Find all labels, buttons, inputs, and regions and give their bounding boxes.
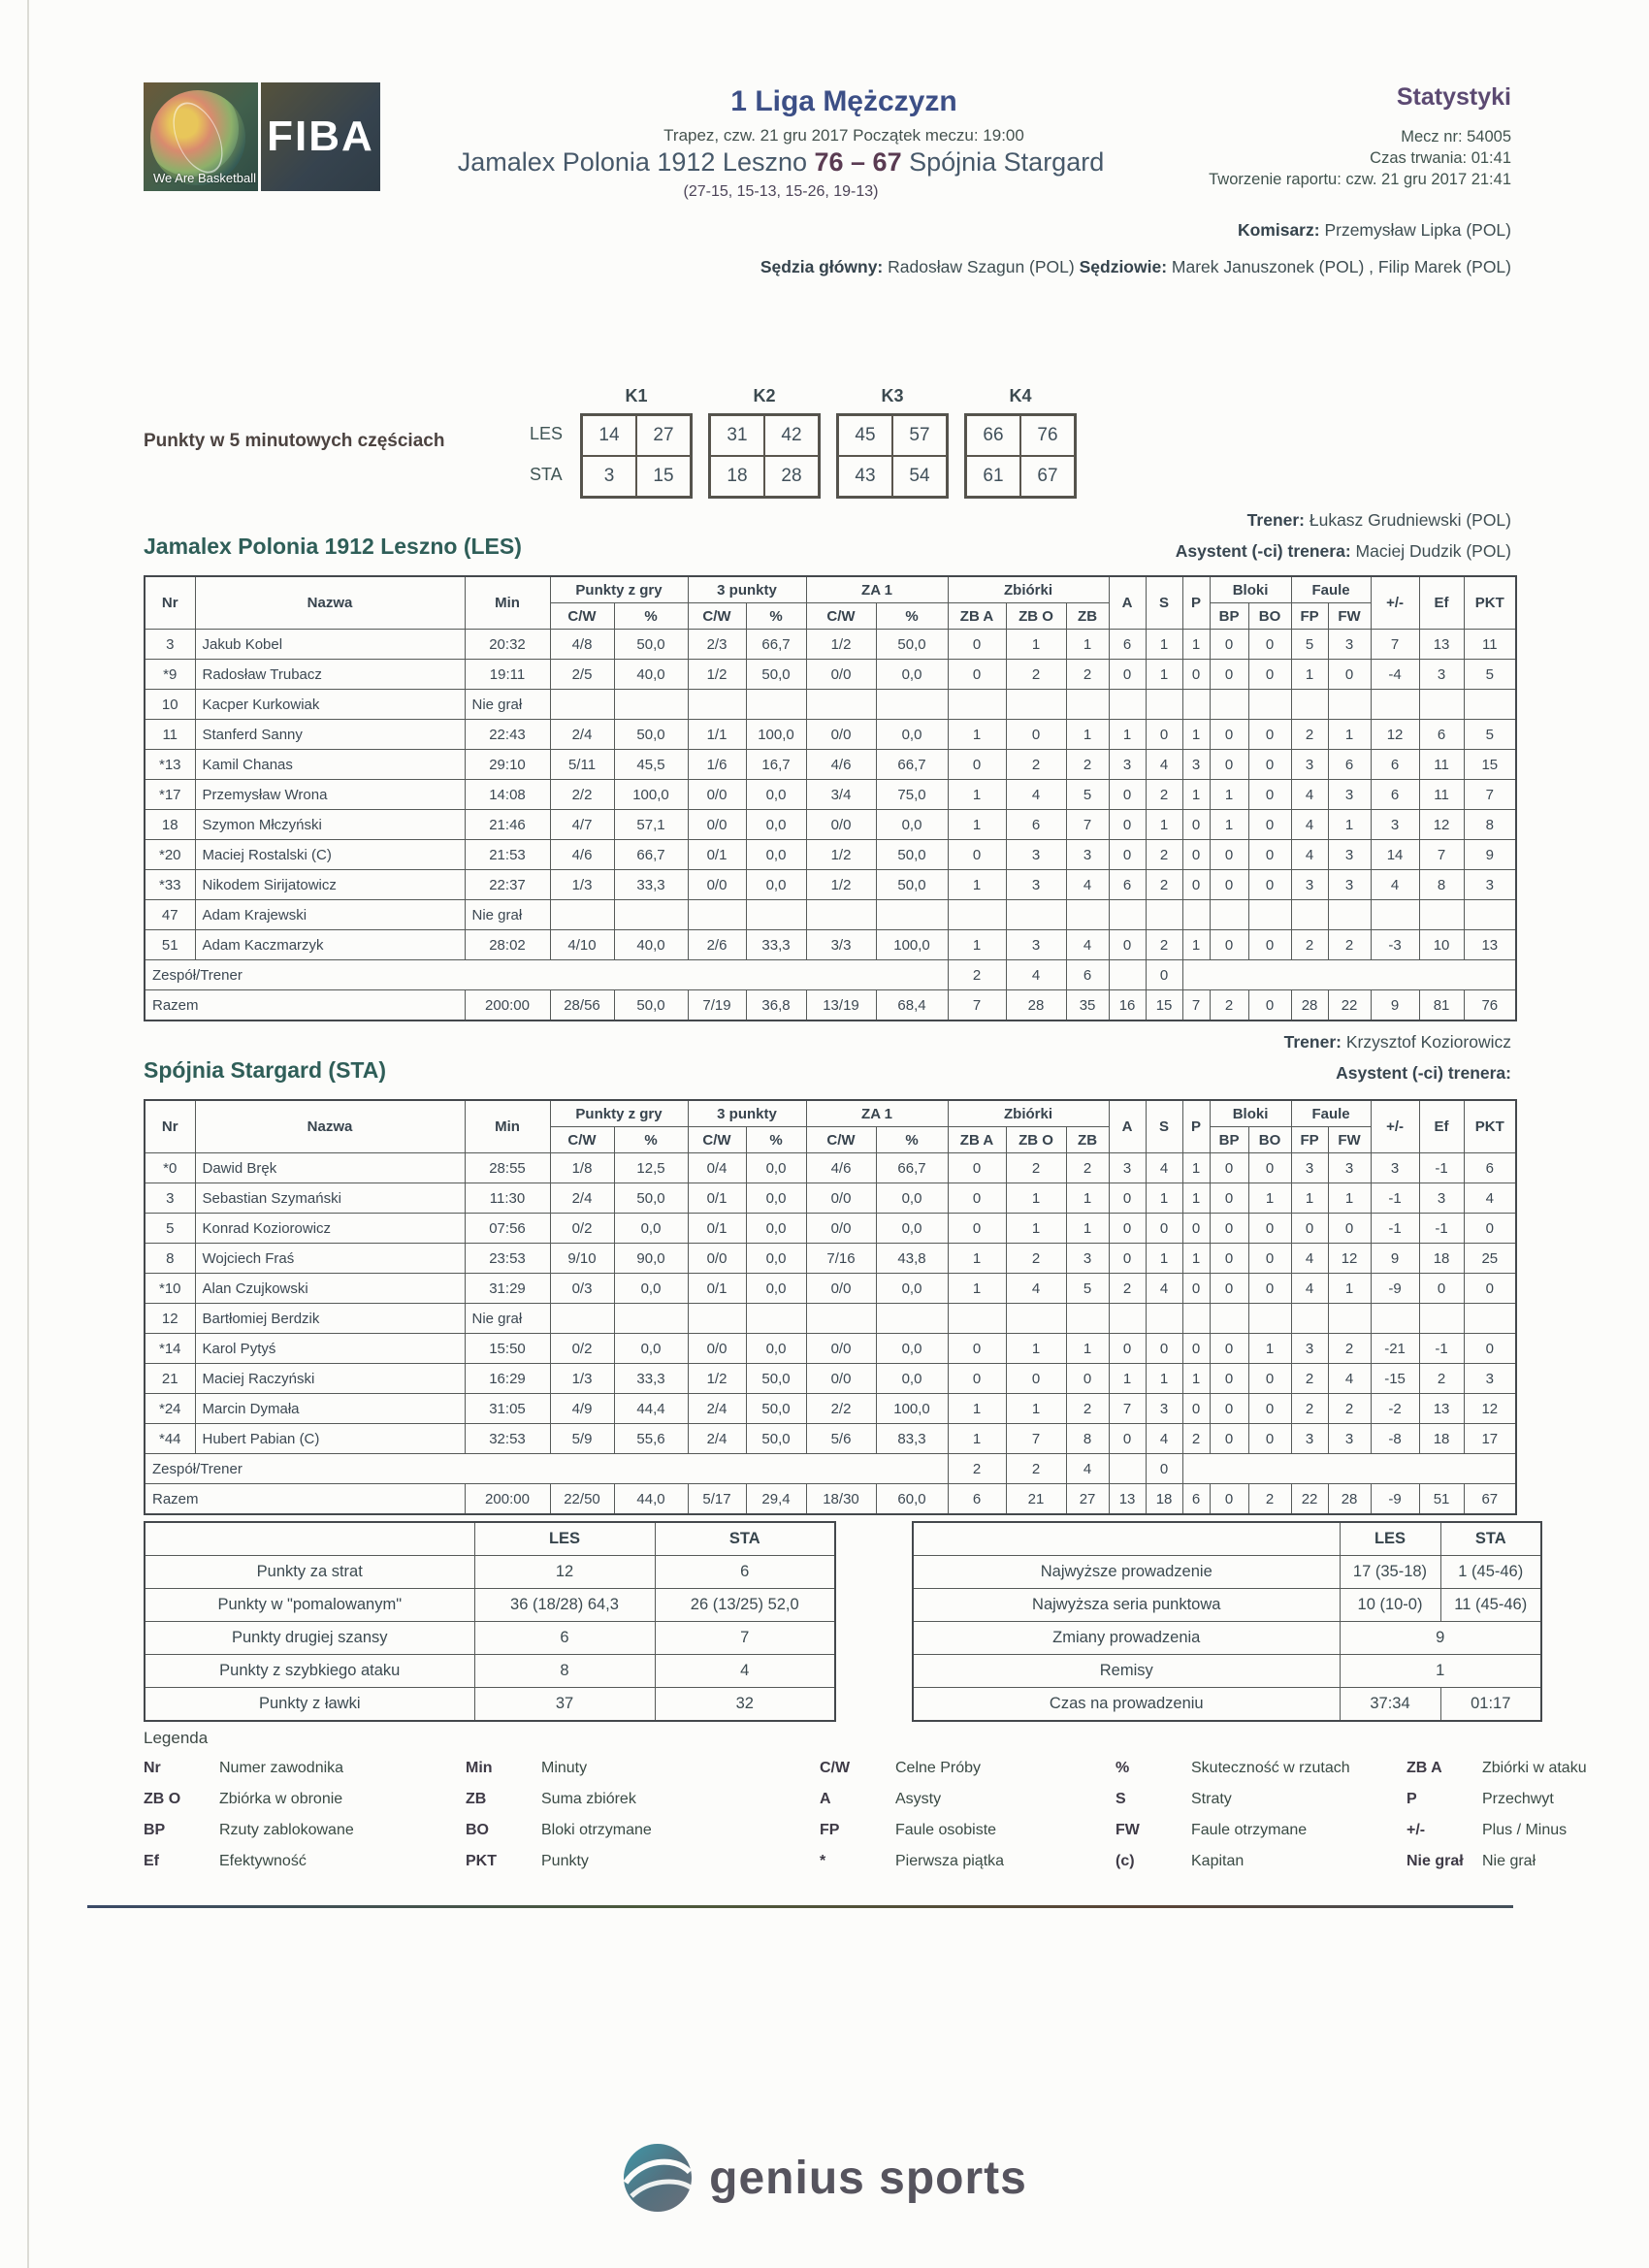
- col-fg: Punkty z gry: [550, 576, 688, 603]
- assistant-label: Asystent (-ci) trenera:: [1336, 1063, 1511, 1083]
- coach-label: Trener:: [1283, 1032, 1342, 1052]
- quarter-score-cell: 43: [838, 456, 892, 497]
- quarter-score-cell: 3: [582, 456, 636, 497]
- table-row: 8 Wojciech Fraś 23:53 9/10 90,0 0/0 0,0 7/16 43,8 1 2 3 0 1 1 0 0 4 12 9 18 25: [145, 1244, 1516, 1274]
- head-referee-name: Radosław Szagun (POL): [883, 257, 1080, 276]
- legend-item: [1406, 1791, 1589, 1808]
- table-row: *20 Maciej Rostalski (C) 21:53 4/6 66,7 0/1 0,0 1/2 50,0 0 3 3 0 2 0 0 0 4 3 14 7 9: [145, 840, 1516, 870]
- table-row: Razem 200:00 22/50 44,0 5/17 29,4 18/30 60,0 6 21 27 13 18 6 0 2 22 28 -9 51 67: [145, 1484, 1516, 1515]
- table-row: Punkty z ławki 37 32: [145, 1688, 835, 1722]
- legend-item: [466, 1853, 820, 1870]
- table-row: 47 Adam Krajewski Nie grał: [145, 900, 1516, 930]
- table-row: *24 Marcin Dymała 31:05 4/9 44,4 2/4 50,0 2/2 100,0 1 1 2 7 3 0 0 0 2 2 -2 13 12: [145, 1394, 1516, 1424]
- leads-summary-table: [912, 1521, 1542, 1722]
- genius-sports-logo-icon: [622, 2142, 694, 2214]
- legend-definition: Bloki otrzymane: [541, 1822, 652, 1838]
- legend-term: Ef: [144, 1853, 159, 1869]
- legend-term: (c): [1116, 1853, 1135, 1869]
- legend-item: [466, 1791, 820, 1808]
- table-row: *14 Karol Pytyś 15:50 0/2 0,0 0/0 0,0 0/0 0,0 0 1 1 0 0 0 0 1 3 2 -21 -1 0: [145, 1334, 1516, 1364]
- les-coach-line: [1176, 504, 1511, 535]
- points-summary-table: [144, 1521, 836, 1722]
- quarter-team-code: LES: [530, 423, 564, 443]
- legend-definition: Suma zbiórek: [541, 1791, 636, 1807]
- commissioner-line: [760, 211, 1511, 248]
- table-row: Najwyższe prowadzenie 17 (35-18) 1 (45-46): [913, 1556, 1541, 1589]
- legend-term: ZB A: [1406, 1760, 1442, 1776]
- legend-term: +/-: [1406, 1822, 1426, 1838]
- quarter-column: [580, 386, 693, 499]
- legend-definition: Nie grał: [1482, 1853, 1536, 1869]
- legend-term: A: [820, 1791, 831, 1807]
- fiba-tagline: We Are Basketball: [153, 171, 256, 185]
- final-score: 76 – 67: [814, 147, 902, 177]
- legend-term: PKT: [466, 1853, 497, 1869]
- quarter-score-cell: 42: [764, 415, 819, 456]
- legend-term: S: [1116, 1791, 1126, 1807]
- legend-term: BP: [144, 1822, 166, 1838]
- referees-names: Marek Januszonek (POL) , Filip Marek (POL): [1167, 257, 1511, 276]
- legend-item: [144, 1760, 466, 1777]
- col-fouls: Faule: [1291, 576, 1371, 603]
- sta-stats-table: [144, 1099, 1517, 1515]
- legend: [144, 1729, 1589, 1870]
- table-row: Zespół/Trener 2 2 4 0: [145, 1454, 1516, 1484]
- commissioner-label: Komisarz:: [1237, 220, 1320, 240]
- legend-term: ZB O: [144, 1791, 181, 1807]
- quarter-team-code: STA: [530, 464, 563, 484]
- quarter-scores: [144, 386, 1077, 499]
- legend-definition: Kapitan: [1191, 1853, 1245, 1869]
- col-p: P: [1182, 576, 1210, 630]
- legend-definition: Celne Próby: [895, 1760, 982, 1776]
- quarter-score-cell: 15: [636, 456, 691, 497]
- legend-item: [144, 1791, 466, 1808]
- table-row: Zespół/Trener 2 4 6 0: [145, 960, 1516, 990]
- table-row: Czas na prowadzeniu 37:34 01:17: [913, 1688, 1541, 1722]
- table-row: 51 Adam Kaczmarzyk 28:02 4/10 40,0 2/6 33,3 3/3 100,0 1 3 4 0 2 1 0 0 2 2 -3 10 13: [145, 930, 1516, 960]
- header-center: [456, 85, 1232, 146]
- table-row: Remisy 1: [913, 1655, 1541, 1688]
- table-row: Punkty za strat 12 6: [145, 1556, 835, 1589]
- legend-term: Min: [466, 1760, 493, 1776]
- quarter-column: [964, 386, 1077, 499]
- coach-name: Krzysztof Koziorowicz: [1341, 1032, 1511, 1052]
- legend-definition: Numer zawodnika: [219, 1760, 344, 1776]
- scan-edge-artifact: [27, 0, 29, 2268]
- legend-term: FP: [820, 1822, 840, 1838]
- table-row: 3 Jakub Kobel 20:32 4/8 50,0 2/3 66,7 1/2 50,0 0 1 1 6 1 1 0 0 5 3 7 13 11: [145, 630, 1516, 660]
- legend-definition: Asysty: [895, 1791, 942, 1807]
- legend-item: [1116, 1791, 1406, 1808]
- quarter-score-cell: 28: [764, 456, 819, 497]
- quarter-label: K4: [1009, 386, 1032, 405]
- legend-item: [144, 1822, 466, 1839]
- quarter-score-cell: 18: [710, 456, 764, 497]
- les-team-title: Jamalex Polonia 1912 Leszno (LES): [144, 534, 522, 559]
- legend-term: ZB: [466, 1791, 487, 1807]
- legend-definition: Punkty: [541, 1853, 589, 1869]
- quarter-score-box: [708, 413, 821, 499]
- table-row: 10 Kacper Kurkowiak Nie grał: [145, 690, 1516, 720]
- commissioner-name: Przemysław Lipka (POL): [1319, 220, 1511, 240]
- legend-term: *: [820, 1853, 826, 1869]
- legend-definition: Faule osobiste: [895, 1822, 997, 1838]
- quarter-label: K1: [625, 386, 648, 405]
- sta-coach-line: [1284, 1026, 1511, 1057]
- col-ft: ZA 1: [806, 576, 948, 603]
- table-row: Punkty drugiej szansy 6 7: [145, 1622, 835, 1655]
- legend-item: [1406, 1822, 1589, 1839]
- quarter-label: K2: [753, 386, 776, 405]
- col-pkt: PKT: [1464, 576, 1516, 630]
- match-score-line: [252, 147, 1310, 201]
- table-row: Punkty z szybkiego ataku 8 4: [145, 1655, 835, 1688]
- legend-item: [1116, 1760, 1406, 1777]
- quarter-score-cell: 14: [582, 415, 636, 456]
- coach-label: Trener:: [1246, 510, 1305, 530]
- legend-term: %: [1116, 1760, 1130, 1776]
- coach-name: Łukasz Grudniewski (POL): [1305, 510, 1511, 530]
- legend-definition: Faule otrzymane: [1191, 1822, 1308, 1838]
- legend-definition: Minuty: [541, 1760, 588, 1776]
- table-row: 12 Bartłomiej Berdzik Nie grał: [145, 1304, 1516, 1334]
- away-team-name: Spójnia Stargard: [901, 147, 1105, 177]
- les-table-header: Nr Nazwa Min Punkty z gry 3 punkty ZA 1 Zbiórki A S P Bloki Faule +/- Ef PKT C/W % C/W % C/W % ZB A ZB O ZB BP BO FP FW: [145, 576, 1516, 630]
- table-row: 3 Sebastian Szymański 11:30 2/4 50,0 0/1 0,0 0/0 0,0 0 1 1 0 1 1 0 1 1 1 -1 3 4: [145, 1183, 1516, 1214]
- legend-term: BO: [466, 1822, 489, 1838]
- quarter-score-cell: 27: [636, 415, 691, 456]
- table-row: Razem 200:00 28/56 50,0 7/19 36,8 13/19 68,4 7 28 35 16 15 7 2 0 28 22 9 81 76: [145, 990, 1516, 1021]
- table-row: Zmiany prowadzenia 9: [913, 1622, 1541, 1655]
- table-row: *9 Radosław Trubacz 19:11 2/5 40,0 1/2 50,0 0/0 0,0 0 2 2 0 1 0 0 0 1 0 -4 3 5: [145, 660, 1516, 690]
- legend-item: [1406, 1853, 1589, 1870]
- sta-coach-block: [1284, 1026, 1511, 1088]
- legend-item: [466, 1822, 820, 1839]
- legend-definition: Straty: [1191, 1791, 1232, 1807]
- col-a: A: [1109, 576, 1146, 630]
- table-row: *13 Kamil Chanas 29:10 5/11 45,5 1/6 16,7 4/6 66,7 0 2 2 3 4 3 0 0 3 6 6 11 15: [145, 750, 1516, 780]
- league-title: 1 Liga Mężczyzn: [730, 85, 957, 117]
- quarter-score-cell: 76: [1020, 415, 1075, 456]
- col-blocks: Bloki: [1210, 576, 1291, 603]
- venue-date-line: Trapez, czw. 21 gru 2017 Początek meczu: 19:00: [663, 126, 1024, 145]
- col-s: S: [1146, 576, 1182, 630]
- legend-title: Legenda: [144, 1729, 209, 1747]
- points-summary-body: [145, 1522, 835, 1721]
- col-plusminus: +/-: [1371, 576, 1419, 630]
- legend-item: [1116, 1822, 1406, 1839]
- legend-term: C/W: [820, 1760, 851, 1776]
- report-created: Tworzenie raportu: czw. 21 gru 2017 21:41: [1209, 171, 1511, 188]
- sta-table-header: Nr Nazwa Min Punkty z gry 3 punkty ZA 1 Zbiórki A S P Bloki Faule +/- Ef PKT C/W % C/W % C/W % ZB A ZB O ZB BP BO FP FW: [145, 1100, 1516, 1153]
- home-team-name: Jamalex Polonia 1912 Leszno: [457, 147, 815, 177]
- col-3p: 3 punkty: [688, 576, 806, 603]
- table-row: 21 Maciej Raczyński 16:29 1/3 33,3 1/2 50,0 0/0 0,0 0 0 0 1 1 1 0 0 2 4 -15 2 3: [145, 1364, 1516, 1394]
- quarter-score-boxes: [580, 386, 1077, 499]
- quarter-score-box: [580, 413, 693, 499]
- legend-term: P: [1406, 1791, 1417, 1807]
- table-row: *10 Alan Czujkowski 31:29 0/3 0,0 0/1 0,0 0/0 0,0 1 4 5 2 4 0 0 0 4 1 -9 0 0: [145, 1274, 1516, 1304]
- quarter-score-box: [836, 413, 949, 499]
- sta-table-body: [145, 1153, 1516, 1515]
- table-row: Najwyższa seria punktowa 10 (10-0) 11 (45-46): [913, 1589, 1541, 1622]
- quarter-score-cell: 66: [966, 415, 1020, 456]
- col-nazwa: Nazwa: [195, 576, 465, 630]
- quarter-column: [708, 386, 821, 499]
- quarter-column: [836, 386, 949, 499]
- legend-term: Nie grał: [1406, 1853, 1464, 1869]
- legend-item: [144, 1853, 466, 1870]
- table-row: *44 Hubert Pabian (C) 32:53 5/9 55,6 2/4 50,0 5/6 83,3 1 7 8 0 4 2 0 0 3 3 -8 18 17: [145, 1424, 1516, 1454]
- legend-term: FW: [1116, 1822, 1140, 1838]
- legend-definition: Przechwyt: [1482, 1791, 1554, 1807]
- table-row: *33 Nikodem Sirijatowicz 22:37 1/3 33,3 0/0 0,0 1/2 50,0 1 3 4 6 2 0 0 0 3 3 4 8 3: [145, 870, 1516, 900]
- referees-line: [760, 248, 1511, 285]
- head-referee-label: Sędzia główny:: [760, 257, 884, 276]
- brand-name: genius sports: [709, 2152, 1027, 2204]
- legend-term: Nr: [144, 1760, 161, 1776]
- les-table-body: [145, 630, 1516, 1021]
- leads-summary-body: [913, 1522, 1541, 1721]
- quarter-score-box: [964, 413, 1077, 499]
- match-teams-score: [252, 147, 1310, 178]
- les-assistant-line: [1176, 535, 1511, 567]
- col-min: Min: [465, 576, 550, 630]
- divider-rule: [87, 1905, 1513, 1908]
- quarter-team-codes: [530, 413, 580, 495]
- legend-item: [820, 1760, 1116, 1777]
- col-ef: Ef: [1419, 576, 1464, 630]
- legend-item: [1116, 1853, 1406, 1870]
- legend-item: [466, 1760, 820, 1777]
- legend-item: [820, 1822, 1116, 1839]
- legend-definition: Skuteczność w rzutach: [1191, 1760, 1350, 1776]
- table-row: 5 Konrad Koziorowicz 07:56 0/2 0,0 0/1 0,0 0/0 0,0 0 1 1 0 0 0 0 0 0 0 -1 -1 0: [145, 1214, 1516, 1244]
- table-row: Punkty w "pomalowanym" 36 (18/28) 64,3 26 (13/25) 52,0: [145, 1589, 835, 1622]
- table-row: LES STA: [145, 1522, 835, 1556]
- quarter-breakdown: (27-15, 15-13, 15-26, 19-13): [683, 183, 879, 200]
- table-row: *0 Dawid Bręk 28:55 1/8 12,5 0/4 0,0 4/6 66,7 0 2 2 3 4 1 0 0 3 3 3 -1 6: [145, 1153, 1516, 1183]
- fiba-text: FIBA: [267, 113, 374, 160]
- col-rebounds: Zbiórki: [948, 576, 1109, 603]
- table-row: *17 Przemysław Wrona 14:08 2/2 100,0 0/0 0,0 3/4 75,0 1 4 5 0 2 1 1 0 4 3 6 11 7: [145, 780, 1516, 810]
- assistant-name: Maciej Dudzik (POL): [1350, 541, 1511, 561]
- legend-item: [820, 1853, 1116, 1870]
- table-row: LES STA: [913, 1522, 1541, 1556]
- table-row: 18 Szymon Młczyński 21:46 4/7 57,1 0/0 0,0 0/0 0,0 1 6 7 0 1 0 1 0 4 1 3 12 8: [145, 810, 1516, 840]
- les-stats-table: [144, 575, 1517, 1021]
- quarter-score-cell: 67: [1020, 456, 1075, 497]
- quarter-score-cell: 31: [710, 415, 764, 456]
- legend-definition: Zbiórki w ataku: [1482, 1760, 1587, 1776]
- quarter-score-cell: 57: [892, 415, 947, 456]
- sta-team-title: Spójnia Stargard (STA): [144, 1057, 387, 1083]
- assistant-label: Asystent (-ci) trenera:: [1175, 541, 1351, 561]
- sta-assistant-line: [1284, 1057, 1511, 1088]
- legend-definition: Efektywność: [219, 1853, 307, 1869]
- table-row: 11 Stanferd Sanny 22:43 2/4 50,0 1/1 100,0 0/0 0,0 1 0 1 1 0 1 0 0 2 1 12 6 5: [145, 720, 1516, 750]
- legend-definition: Pierwsza piątka: [895, 1853, 1005, 1869]
- officials: [760, 211, 1511, 285]
- quarter-label: K3: [881, 386, 904, 405]
- col-nr: Nr: [145, 576, 195, 630]
- legend-grid: [144, 1760, 1589, 1870]
- quarter-scores-label: Punkty w 5 minutowych częściach: [144, 431, 445, 451]
- legend-item: [820, 1791, 1116, 1808]
- legend-definition: Plus / Minus: [1482, 1822, 1568, 1838]
- quarter-score-cell: 61: [966, 456, 1020, 497]
- legend-item: [1406, 1760, 1589, 1777]
- referees-label: Sędziowie:: [1079, 257, 1168, 276]
- legend-definition: Zbiórka w obronie: [219, 1791, 343, 1807]
- duration: Czas trwania: 01:41: [1370, 149, 1511, 167]
- legend-definition: Rzuty zablokowane: [219, 1822, 354, 1838]
- match-number: Mecz nr: 54005: [1401, 128, 1511, 146]
- footer-brand: [0, 2142, 1649, 2214]
- quarter-score-cell: 54: [892, 456, 947, 497]
- page-title: Statystyki: [1396, 83, 1511, 111]
- les-coach-block: [1176, 504, 1511, 567]
- quarter-score-cell: 45: [838, 415, 892, 456]
